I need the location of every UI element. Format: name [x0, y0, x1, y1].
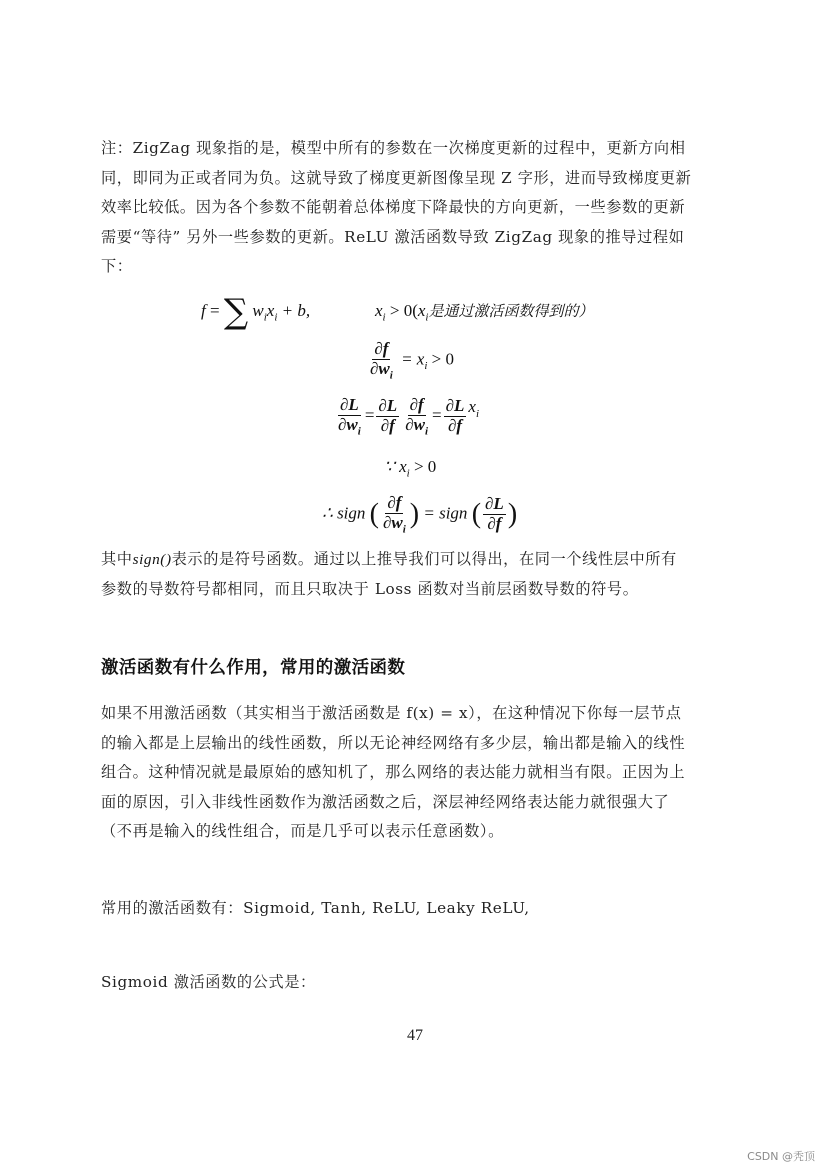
equation-linear-function	[201, 292, 310, 332]
denominator-text: ∂w	[338, 414, 358, 434]
subscript: i	[389, 369, 393, 382]
math-symbol: > 0(	[389, 301, 418, 320]
math-symbol: = sign	[423, 503, 468, 523]
numerator: ∂f	[374, 339, 389, 358]
text-line: （不再是输入的线性组合，而是几乎可以表示任意函数）。	[101, 822, 504, 840]
denominator: ∂f	[447, 416, 463, 436]
denominator-text: ∂w	[370, 358, 390, 378]
paren: )	[409, 498, 420, 530]
numerator: ∂L	[340, 395, 359, 414]
numerator: ∂L	[445, 396, 465, 416]
text-line: 下：	[101, 257, 133, 275]
numerator: ∂f	[409, 395, 424, 414]
subscript: i	[425, 311, 429, 324]
math-annotation: 是通过激活函数得到的）	[428, 302, 594, 320]
paren: (	[471, 498, 482, 530]
text-line	[101, 545, 723, 575]
subscript: i	[424, 425, 429, 438]
denominator	[403, 416, 430, 437]
text-line: Sigmoid 激活函数的公式是：	[101, 973, 316, 991]
subscript: i	[424, 359, 428, 372]
numerator: ∂f	[387, 493, 402, 512]
math-symbol: ∵ x	[384, 457, 407, 476]
denominator	[381, 514, 408, 535]
csdn-watermark: CSDN @秃顶	[747, 1150, 815, 1163]
math-symbol: ∴ sign	[322, 503, 366, 523]
section-heading: 激活函数有什么作用，常用的激活函数	[101, 658, 406, 678]
subscript: i	[263, 311, 267, 324]
activation-function-paragraph	[101, 699, 723, 847]
equation-condition	[375, 300, 593, 323]
denominator-text: ∂w	[405, 414, 425, 434]
page-number: 47	[407, 1027, 423, 1044]
paren: (	[369, 498, 379, 530]
text-line: 需要“等待” 另外一些参数的更新。ReLU 激活函数导致 ZigZag 现象的推导过程如	[101, 227, 685, 246]
math-symbol: x	[375, 301, 383, 320]
math-symbol: = x	[401, 349, 425, 369]
math-symbol: > 0	[427, 349, 454, 369]
denominator-text: ∂w	[382, 512, 403, 532]
equation-chain-rule	[334, 396, 479, 437]
denominator	[336, 416, 363, 437]
text-line: 参数的导数符号都相同，而且只取决于 Loss 函数对当前层函数导数的符号。	[101, 579, 639, 598]
text-line: 常用的激活函数有：Sigmoid, Tanh, ReLU, Leaky ReLU,	[101, 899, 530, 917]
common-activation-functions-line	[101, 894, 723, 924]
equation-because	[384, 457, 436, 479]
fraction	[376, 397, 399, 435]
fraction	[444, 397, 467, 435]
text-line: 组合。这种情况就是最原始的感知机了，那么网络的表达能力就相当有限。正因为上	[101, 763, 686, 781]
equation-partial-f-wi	[366, 340, 454, 381]
math-symbol: x	[266, 300, 275, 320]
math-symbol: w	[252, 300, 264, 320]
subscript: i	[274, 311, 278, 324]
subscript: i	[382, 311, 386, 324]
zigzag-note-paragraph	[101, 134, 723, 282]
fraction	[336, 396, 363, 437]
sum-symbol: ∑	[223, 292, 249, 332]
text-line: 如果不用激活函数（其实相当于激活函数是 f(x) = x），在这种情况下你每一层节点	[101, 704, 682, 722]
math-symbol: > 0	[409, 457, 437, 476]
sigmoid-formula-intro	[101, 968, 723, 998]
math-symbol: =	[209, 300, 220, 320]
subscript: i	[475, 407, 480, 420]
fraction	[483, 495, 506, 533]
math-symbol: x	[468, 397, 476, 417]
paren: )	[507, 498, 518, 530]
fraction	[381, 494, 408, 535]
math-symbol: =	[432, 405, 442, 425]
text-line: 注：ZigZag 现象指的是，模型中所有的参数在一次梯度更新的过程中，更新方向相	[101, 139, 686, 157]
equation-therefore-sign	[322, 494, 517, 535]
text-segment: 其中	[101, 550, 133, 568]
text-segment: 表示的是符号函数。通过以上推导我们可以得出，在同一个线性层中所有	[171, 550, 677, 568]
sign-function-paragraph	[101, 545, 723, 604]
subscript: i	[406, 467, 410, 480]
fraction	[403, 396, 430, 437]
numerator: ∂L	[378, 396, 398, 416]
text-line: 的输入都是上层输出的线性函数，所以无论神经网络有多少层，输出都是输入的线性	[101, 733, 686, 752]
math-symbol: x	[417, 301, 426, 320]
math-symbol: + b,	[281, 300, 311, 320]
subscript: i	[402, 523, 406, 536]
text-line: 同，即同为正或者同为负。这就导致了梯度更新图像呈现 Z 字形，进而导致梯度更新	[101, 168, 692, 187]
text-line: 面的原因，引入非线性函数作为激活函数之后，深层神经网络表达能力就很强大了	[101, 792, 670, 811]
numerator: ∂L	[485, 494, 504, 514]
denominator: ∂f	[487, 514, 502, 534]
denominator: ∂f	[380, 416, 395, 436]
math-inline: sign()	[132, 551, 172, 568]
subscript: i	[357, 425, 361, 438]
math-symbol: f	[201, 300, 206, 320]
fraction	[368, 340, 395, 381]
denominator	[368, 360, 395, 381]
math-symbol: =	[364, 405, 375, 425]
text-line: 效率比较低。因为各个参数不能朝着总体梯度下降最快的方向更新，一些参数的更新	[101, 198, 686, 216]
